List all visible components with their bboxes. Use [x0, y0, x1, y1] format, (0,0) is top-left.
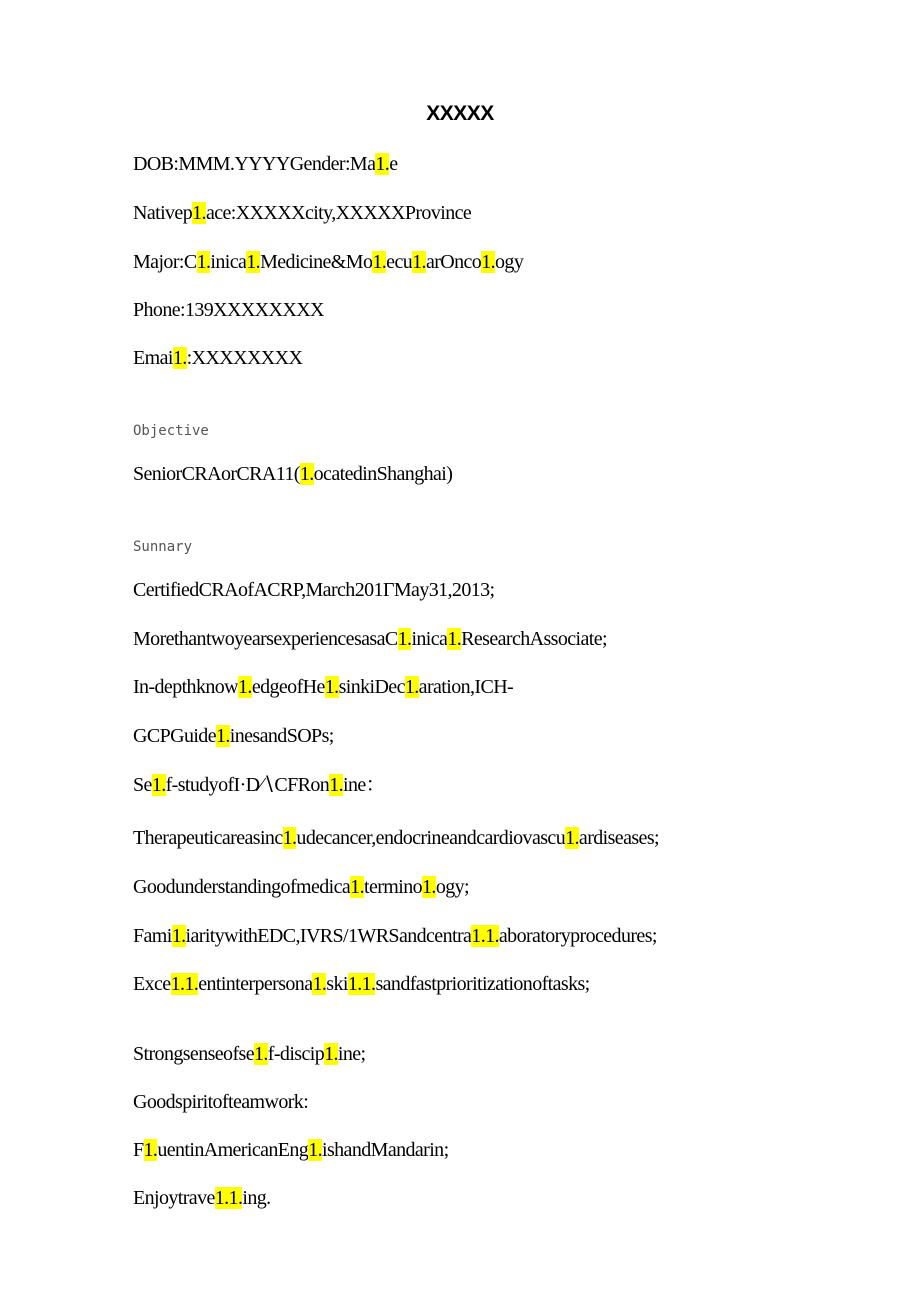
text-segment: e [389, 153, 398, 175]
text-segment: sinkiDec [338, 676, 405, 698]
highlighted-text: 1. [375, 153, 390, 175]
text-segment: aboratoryprocedures; [498, 925, 657, 947]
highlighted-text: 1. [215, 725, 230, 747]
text-segment: arOnco [425, 251, 482, 273]
summary-line [133, 578, 494, 602]
text-segment: f-studyofI·D∕∖CFRon [165, 774, 330, 796]
text-segment: ski [326, 973, 348, 995]
highlighted-text: 1. [422, 876, 436, 898]
text-segment: CertifiedCRAofACRP,March201ΓMay31,2013; [133, 579, 495, 601]
text-segment: inica [210, 251, 247, 273]
highlighted-text: 1. [324, 1043, 338, 1065]
highlighted-text: 1. [397, 628, 412, 650]
text-segment: ardiseases; [578, 827, 659, 849]
text-segment: termino [363, 876, 422, 898]
text-segment: Fami [133, 925, 172, 947]
highlighted-text: 1. [151, 774, 166, 796]
text-segment: Strongsenseofse [133, 1043, 254, 1065]
summary-line [133, 1042, 366, 1066]
highlighted-text: 1. [372, 251, 387, 273]
text-segment: iaritywithEDC,IVRS/1WRSandcentra [185, 925, 472, 947]
highlighted-text: 1. [412, 251, 426, 273]
document-title: XXXXX [426, 102, 494, 125]
summary-line [133, 1186, 271, 1210]
text-segment: ogy [495, 251, 524, 273]
text-segment: Se [133, 774, 152, 796]
text-segment: ine： [343, 774, 386, 796]
text-segment: ace:XXXXXcity,XXXXXProvince [205, 202, 472, 224]
text-segment: ogy; [435, 876, 469, 898]
text-segment: Nativep [133, 202, 193, 224]
summary-line [133, 1090, 308, 1114]
text-segment: ocatedinShanghai) [313, 463, 453, 485]
text-segment: DOB:MMM.YYYYGender:Ma [133, 153, 376, 175]
highlighted-text: 1.1. [214, 1187, 243, 1209]
objective-line [133, 462, 452, 486]
text-segment: sandfastprioritizationoftasks; [375, 973, 590, 995]
text-segment: Goodspiritofteamwork: [133, 1091, 309, 1113]
text-segment: :XXXXXXXX [186, 347, 303, 369]
summary-line [133, 773, 385, 797]
text-segment: SeniorCRAorCRA11( [133, 463, 300, 485]
personal-line [133, 298, 324, 322]
text-segment: aration,ICH- [418, 676, 514, 698]
highlighted-text: 1. [447, 628, 462, 650]
personal-line [133, 250, 523, 274]
text-segment: Medicine&Mo [260, 251, 373, 273]
summary-line [133, 675, 513, 699]
text-segment: ing. [242, 1187, 271, 1209]
text-segment: Therapeuticareasinc [133, 827, 283, 849]
highlighted-text: 1. [192, 202, 206, 224]
text-segment: Phone:139XXXXXXXX [133, 299, 324, 321]
highlighted-text: 1. [238, 676, 252, 698]
highlighted-text: 1.1. [170, 973, 199, 995]
text-segment: Enjoytrave [133, 1187, 215, 1209]
highlighted-text: 1. [481, 251, 496, 273]
highlighted-text: 1.1. [471, 925, 499, 947]
text-segment: f-discip [267, 1043, 325, 1065]
highlighted-text: 1. [172, 347, 187, 369]
objective-heading: Objective [133, 423, 209, 439]
personal-line [133, 152, 397, 176]
text-segment: Emai [133, 347, 173, 369]
text-segment: GCPGuide [133, 725, 216, 747]
highlighted-text: 1.1. [347, 973, 376, 995]
text-segment: Major:C [133, 251, 197, 273]
highlighted-text: 1. [404, 676, 419, 698]
highlighted-text: 1. [299, 463, 314, 485]
summary-line [133, 627, 607, 651]
summary-heading: Sunnary [133, 539, 193, 555]
text-segment: In-depthknow [133, 676, 238, 698]
highlighted-text: 1. [350, 876, 364, 898]
text-segment: edgeofHe [251, 676, 325, 698]
highlighted-text: 1. [143, 1139, 158, 1161]
highlighted-text: 1. [565, 827, 579, 849]
highlighted-text: 1. [308, 1139, 323, 1161]
text-segment: ishandMandarin; [322, 1139, 449, 1161]
summary-line [133, 724, 334, 748]
text-segment: ine; [337, 1043, 366, 1065]
highlighted-text: 1. [246, 251, 261, 273]
summary-line [133, 924, 657, 948]
summary-line [133, 826, 659, 850]
text-segment: ecu [386, 251, 413, 273]
personal-line [133, 201, 471, 225]
highlighted-text: 1. [253, 1043, 268, 1065]
text-segment: uentinAmericanEng [157, 1139, 309, 1161]
text-segment: MorethantwoyearsexperiencesasaC [133, 628, 398, 650]
highlighted-text: 1. [196, 251, 211, 273]
text-segment: inesandSOPs; [229, 725, 334, 747]
summary-line [133, 972, 590, 996]
highlighted-text: 1. [324, 676, 339, 698]
highlighted-text: 1. [329, 774, 343, 796]
personal-line [133, 346, 302, 370]
text-segment: ResearchAssociate; [461, 628, 607, 650]
highlighted-text: 1. [312, 973, 327, 995]
highlighted-text: 1. [171, 925, 186, 947]
text-segment: entinterpersona [198, 973, 313, 995]
text-segment: Goodunderstandingofmedica [133, 876, 351, 898]
highlighted-text: 1. [282, 827, 297, 849]
summary-line [133, 1138, 449, 1162]
text-segment: udecancer,endocrineandcardiovascu [296, 827, 566, 849]
text-segment: F [133, 1139, 144, 1161]
summary-line [133, 875, 469, 899]
text-segment: Exce [133, 973, 171, 995]
text-segment: inica [411, 628, 448, 650]
